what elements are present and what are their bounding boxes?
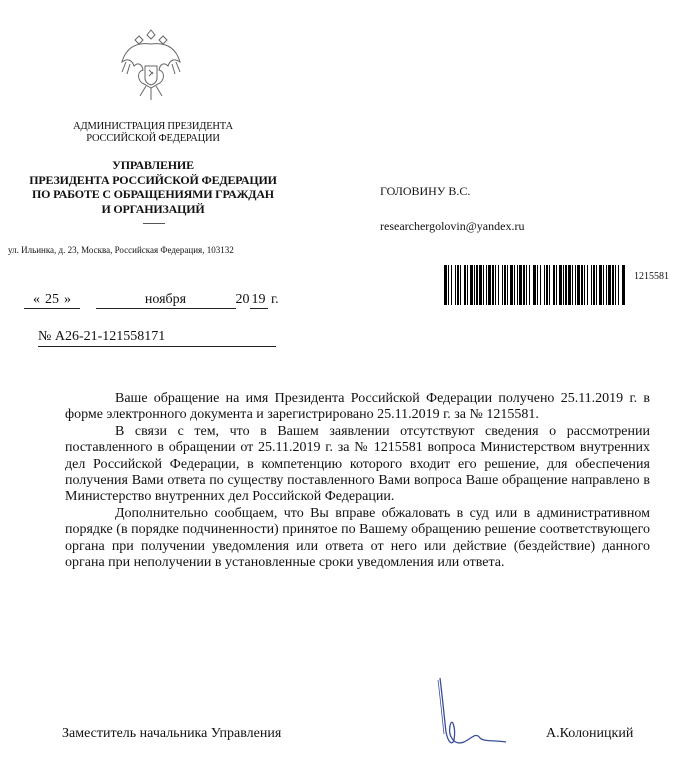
barcode-bar <box>523 265 525 305</box>
barcode-bar <box>486 265 487 305</box>
administration-line: РОССИЙСКОЙ ФЕДЕРАЦИИ <box>86 133 220 144</box>
date-year-suffix: 19 <box>251 292 266 307</box>
barcode-bar <box>495 265 496 305</box>
barcode-bar <box>502 265 503 305</box>
recipient-email: researchergolovin@yandex.ru <box>380 219 525 233</box>
barcode-bar <box>608 265 611 305</box>
date-month: ноября <box>96 292 236 309</box>
barcode-bar <box>510 265 513 305</box>
barcode-bar <box>546 265 548 305</box>
barcode-bar <box>507 265 508 305</box>
barcode-bar <box>457 265 459 305</box>
sender-address: ул. Ильинка, д. 23, Москва, Российская Федерация, 103132 <box>8 245 234 255</box>
body-paragraph: В связи с тем, что в Вашем заявлении отсутствуют сведения о рассмотрении поставленного в обращении от 25.11.2019 г. за № 1215581 вопроса Министерством внутренних дел Российской Федерации, в компетенцию которого входит его решение, для обеспечения получения Вами ответа по существу поставленного Вами вопроса Ваше обращение направлено в Министерство внутренних дел Российской Федерации. <box>65 423 650 505</box>
recipient-name: ГОЛОВИНУ В.С. <box>380 184 471 198</box>
barcode-bar <box>563 265 564 305</box>
signatory-name: А.Колоницкий <box>546 726 634 741</box>
barcode-bar <box>519 265 522 305</box>
barcode-bar <box>591 265 592 305</box>
department-line: И ОРГАНИЗАЦИЙ <box>101 201 205 216</box>
barcode-bar <box>492 265 494 305</box>
heading-divider <box>143 223 165 224</box>
barcode-bar <box>460 265 461 305</box>
date-year-prefix: 20 <box>235 292 250 307</box>
registration-prefix: № <box>38 329 52 344</box>
registration-number <box>38 329 276 347</box>
barcode-bar <box>556 265 557 305</box>
barcode-bar <box>575 265 576 305</box>
barcode-bar <box>593 265 595 305</box>
barcode-bar <box>622 265 625 305</box>
date-day: 25 <box>45 292 59 307</box>
department-heading <box>22 158 284 216</box>
barcode-bar <box>479 265 482 305</box>
barcode-bar <box>448 265 449 305</box>
body-paragraph: Дополнительно сообщаем, что Вы вправе обжаловать в суд или в административном порядке (в порядке подчиненности) принятое по Вашему обращению решение соответствующего органа при получении уведомления или ответа от него или действие (бездействие) данного органа при неполучении в установленные сроки уведомления или ответа. <box>65 505 650 571</box>
barcode-bar <box>540 265 541 305</box>
barcode-bar <box>606 265 607 305</box>
barcode-bar <box>451 265 452 305</box>
barcode-bar <box>526 265 527 305</box>
barcode-bar <box>599 265 602 305</box>
barcode-bar <box>514 265 515 305</box>
department-line: ПРЕЗИДЕНТА РОССИЙСКОЙ ФЕДЕРАЦИИ <box>29 172 277 187</box>
barcode-bar <box>464 265 466 305</box>
barcode-bar <box>603 265 604 305</box>
barcode-bar <box>467 265 468 305</box>
barcode-bar <box>572 265 573 305</box>
administration-line: АДМИНИСТРАЦИЯ ПРЕЗИДЕНТА <box>73 121 233 132</box>
barcode-bar <box>549 265 550 305</box>
barcode-bar <box>577 265 580 305</box>
barcode-bar <box>488 265 491 305</box>
barcode-bar <box>615 265 616 305</box>
letter-body <box>65 391 650 571</box>
barcode-bar <box>553 265 555 305</box>
signatory-title: Заместитель начальника Управления <box>62 726 282 741</box>
date-day-field <box>24 292 80 309</box>
date-open-quote: « <box>33 292 40 307</box>
department-line: ПО РАБОТЕ С ОБРАЩЕНИЯМИ ГРАЖДАН <box>32 187 274 201</box>
barcode-bar <box>596 265 597 305</box>
barcode-number: 1215581 <box>634 271 669 282</box>
date-year-unit: г. <box>271 292 279 307</box>
barcode-bar <box>581 265 583 305</box>
administration-heading <box>40 121 266 145</box>
barcode-bar <box>544 265 545 305</box>
document-date <box>24 292 279 309</box>
barcode-bar <box>587 265 588 305</box>
body-paragraph: Ваше обращение на имя Президента Российской Федерации получено 25.11.2019 г. в форме электронного документа и зарегистрировано 25.11.2019 г. за № 1215581. <box>65 391 650 423</box>
barcode-bar <box>474 265 475 305</box>
coat-of-arms-emblem <box>116 22 186 108</box>
barcode-bar <box>483 265 484 305</box>
department-line: УПРАВЛЕНИЕ <box>112 158 194 172</box>
barcode-bar <box>565 265 567 305</box>
barcode-bar <box>455 265 456 305</box>
barcode-bar <box>504 265 506 305</box>
registration-value: А26-21-121558171 <box>54 329 166 344</box>
barcode-bar <box>498 265 499 305</box>
barcode-bar <box>529 265 530 305</box>
barcode-bar <box>568 265 571 305</box>
handwritten-signature <box>424 676 508 752</box>
barcode-bar <box>470 265 473 305</box>
barcode-bar <box>618 265 619 305</box>
barcode-bar <box>517 265 518 305</box>
barcode-bar <box>533 265 536 305</box>
barcode-bar <box>612 265 614 305</box>
barcode <box>444 265 626 305</box>
date-close-quote: » <box>64 292 71 307</box>
barcode-bar <box>476 265 478 305</box>
barcode-bar <box>537 265 538 305</box>
barcode-bar <box>559 265 562 305</box>
barcode-bar <box>444 265 447 305</box>
barcode-bar <box>584 265 585 305</box>
